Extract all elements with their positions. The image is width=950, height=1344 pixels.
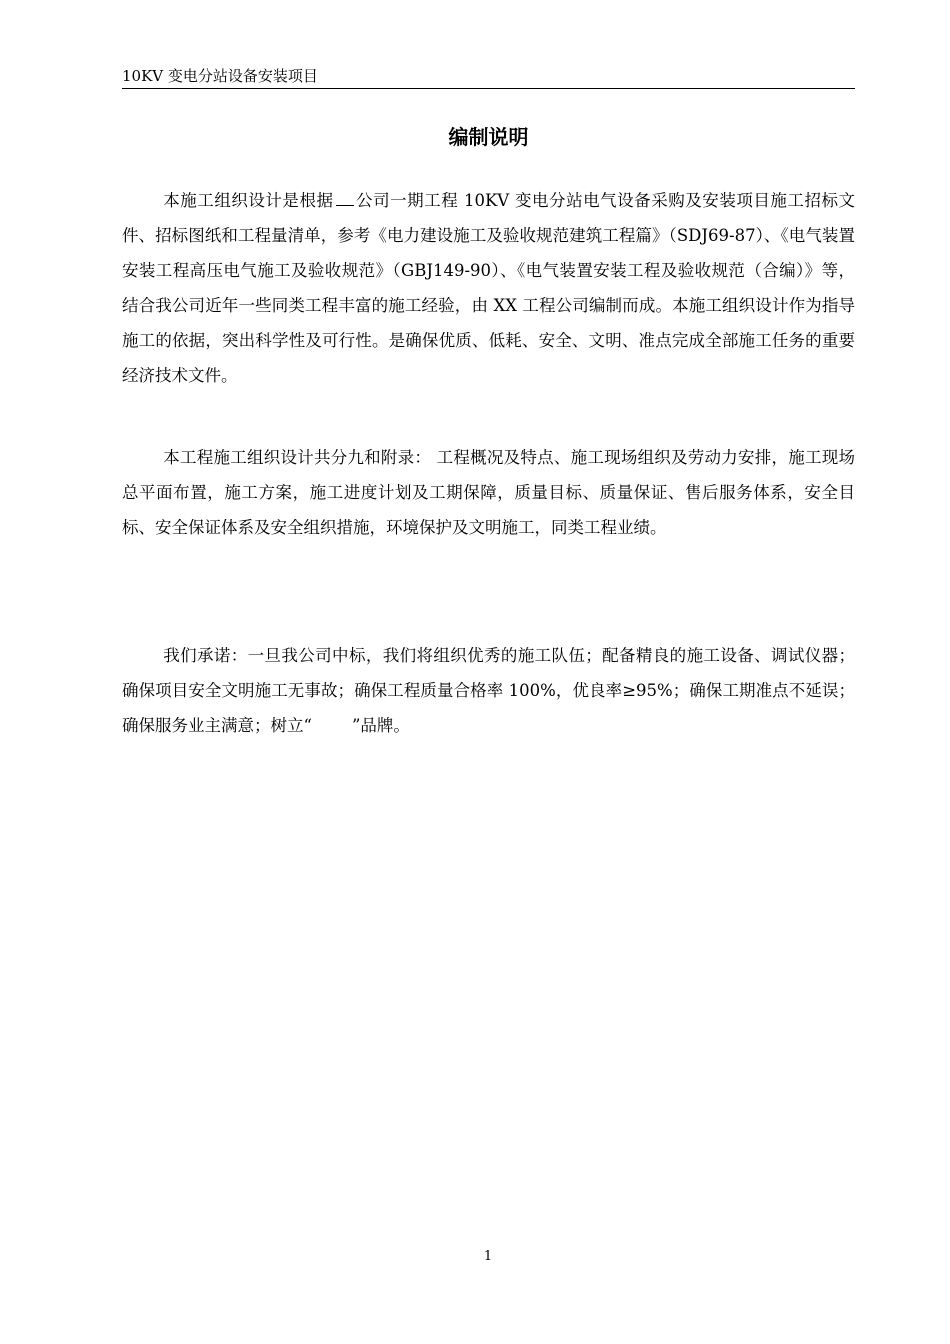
paragraph-basis-body: 公司一期工程 10KV 变电分站电气设备采购及安装项目施工招标文件、招标图纸和工程量清单，参考《电力建设施工及验收规范建筑工程篇》（SDJ69-87）、《电气装置安装工程高压电气施工及验收规范》（GBJ149-90）、《电气装置安装工程及验收规范（合编）》等，结合我公司近年一些同类工程丰富的施工经验，由 XX 工程公司编制而成。本施工组织设计作为指导施工的依据，突出科学性及可行性。是确保优质、低耗、安全、文明、准点完成全部施工任务的重要经济技术文件。 — [122, 191, 856, 385]
paragraph-basis-lead: 本施工组织设计是根据 — [163, 191, 334, 210]
paragraph-commitment — [122, 638, 855, 743]
blank-company-name — [336, 193, 354, 206]
paragraph-basis — [122, 183, 855, 393]
document-title: 编制说明 — [448, 125, 529, 149]
paragraph-structure: 本工程施工组织设计共分九和附录： 工程概况及特点、施工现场组织及劳动力安排，施工现场总平面布置，施工方案，施工进度计划及工期保障，质量目标、质量保证、售后服务体系，安全目标、安全保证体系及安全组织措施，环境保护及文明施工，同类工程业绩。 — [122, 448, 855, 537]
page-number: 1 — [483, 1249, 493, 1264]
header-title: 10KV 变电分站设备安装项目 — [122, 67, 318, 85]
paragraph-commitment-body: 我们承诺：一旦我公司中标，我们将组织优秀的施工队伍；配备精良的施工设备、调试仪器；确保项目安全文明施工无事故；确保工程质量合格率 100%，优良率≥95%；确保工期准点不延误；确保服务业主满意；树立“ — [122, 646, 855, 735]
running-header — [122, 66, 855, 89]
paragraph-commitment-end: ”品牌。 — [351, 716, 410, 735]
